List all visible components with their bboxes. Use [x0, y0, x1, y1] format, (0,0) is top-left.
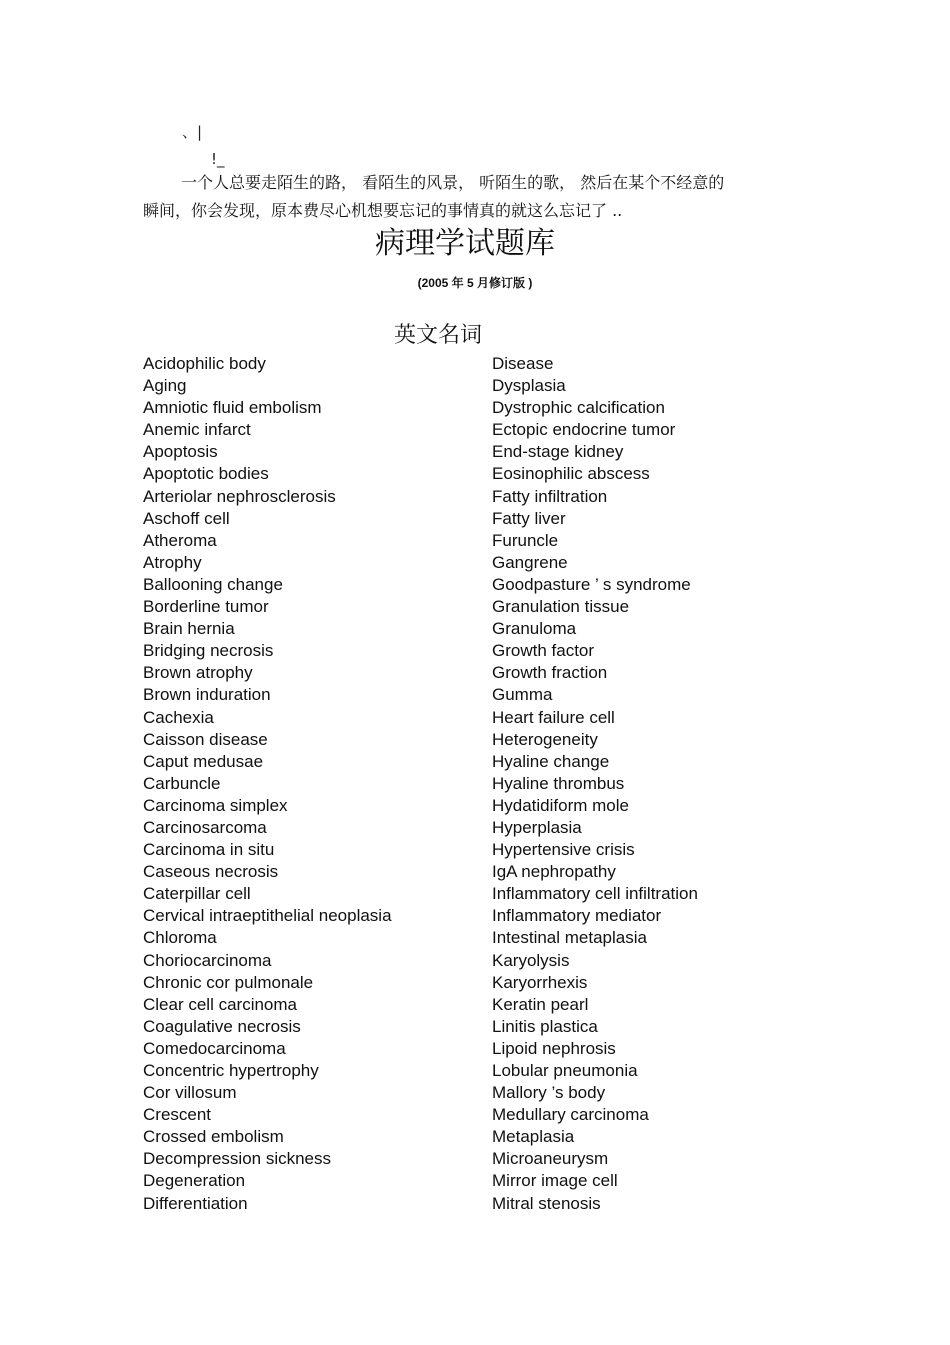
terms-right-column — [492, 353, 698, 1215]
term-item: Karyolysis — [492, 950, 570, 970]
term-item: Heart failure cell — [492, 707, 615, 727]
term-item: Inflammatory cell infiltration — [492, 884, 698, 904]
term-item: Carbuncle — [143, 773, 221, 793]
term-item: Chloroma — [143, 928, 217, 948]
term-item: Coagulative necrosis — [143, 1016, 301, 1036]
term-item: Apoptotic bodies — [143, 464, 269, 484]
term-item: Carcinosarcoma — [143, 817, 267, 837]
term-item: Ectopic endocrine tumor — [492, 420, 676, 440]
term-item: Comedocarcinoma — [143, 1038, 286, 1058]
term-item: Apoptosis — [143, 442, 218, 462]
term-item: Growth fraction — [492, 663, 608, 683]
term-item: Crescent — [143, 1105, 212, 1125]
term-item: Carcinoma in situ — [143, 840, 275, 860]
term-item: Differentiation — [143, 1193, 248, 1213]
term-item: Brain hernia — [143, 619, 235, 639]
term-item: Fatty liver — [492, 508, 566, 528]
term-item: Granuloma — [492, 619, 577, 639]
term-item: Cor villosum — [143, 1083, 237, 1103]
term-item: Mitral stenosis — [492, 1193, 601, 1213]
page-subtitle: (2005 年 5 月修订版 ) — [417, 276, 533, 290]
term-item: Hypertensive crisis — [492, 840, 635, 860]
term-item: Crossed embolism — [143, 1127, 284, 1147]
term-item: Anemic infarct — [143, 420, 251, 440]
term-item: Clear cell carcinoma — [143, 994, 297, 1014]
term-item: Dystrophic calcification — [492, 398, 665, 418]
term-item: Lipoid nephrosis — [492, 1038, 616, 1058]
term-item: Brown atrophy — [143, 663, 253, 683]
term-item: Disease — [492, 354, 554, 373]
term-item: Heterogeneity — [492, 729, 598, 749]
page-title: 病理学试题库 — [375, 226, 555, 261]
term-item: Metaplasia — [492, 1127, 575, 1147]
term-item: Choriocarcinoma — [143, 950, 272, 970]
terms-left-column — [143, 353, 392, 1215]
term-item: Caterpillar cell — [143, 884, 251, 904]
term-item: Eosinophilic abscess — [492, 464, 650, 484]
term-item: Caisson disease — [143, 729, 268, 749]
term-item: Degeneration — [143, 1171, 246, 1191]
term-item: Linitis plastica — [492, 1016, 598, 1036]
intro-quote — [143, 169, 803, 225]
term-item: Brown induration — [143, 685, 271, 705]
term-item: Cachexia — [143, 707, 214, 727]
term-item: Carcinoma simplex — [143, 795, 288, 815]
term-item: Hyaline thrombus — [492, 773, 625, 793]
term-item: Granulation tissue — [492, 597, 630, 617]
term-item: Caseous necrosis — [143, 862, 279, 882]
term-item: Intestinal metaplasia — [492, 928, 647, 948]
term-item: Gangrene — [492, 552, 568, 572]
term-item: End-stage kidney — [492, 442, 624, 462]
section-title: 英文名词 — [393, 323, 482, 348]
term-item: Concentric hypertrophy — [143, 1061, 319, 1080]
term-item: Gumma — [492, 685, 553, 705]
term-item: Hyperplasia — [492, 817, 582, 837]
term-item: Atheroma — [143, 530, 217, 550]
term-item: Inflammatory mediator — [492, 906, 662, 926]
quote-line-2: 瞬间，你会发现，原本费尽心机想要忘记的事情真的就这么忘记了 .. — [143, 201, 623, 220]
term-item: Aschoff cell — [143, 508, 230, 528]
term-item: Mirror image cell — [492, 1171, 618, 1191]
term-item: Amniotic fluid embolism — [143, 398, 322, 418]
quote-line-1: 一个人总要走陌生的路， 看陌生的风景， 听陌生的歌， 然后在某个不经意的 — [181, 173, 725, 192]
term-item: Fatty infiltration — [492, 486, 608, 506]
term-item: Bridging necrosis — [143, 641, 274, 661]
term-item: Hyaline change — [492, 751, 610, 771]
term-item: Karyorrhexis — [492, 972, 588, 992]
term-item: Growth factor — [492, 641, 595, 661]
term-item: Goodpasture ’ s syndrome — [492, 574, 691, 594]
term-item: Atrophy — [143, 552, 202, 572]
second-mark: !_ — [211, 150, 225, 168]
term-item: Aging — [143, 376, 187, 396]
term-item: Borderline tumor — [143, 597, 269, 617]
term-item: Lobular pneumonia — [492, 1061, 638, 1080]
term-item: Cervical intraeptithelial neoplasia — [143, 906, 392, 926]
term-item: Decompression sickness — [143, 1149, 332, 1169]
term-item: Microaneurysm — [492, 1149, 609, 1169]
term-item: Hydatidiform mole — [492, 795, 629, 815]
top-mark: 、| — [182, 123, 203, 141]
term-item: Dysplasia — [492, 376, 566, 396]
term-item: Arteriolar nephrosclerosis — [143, 486, 336, 506]
term-item: Chronic cor pulmonale — [143, 972, 314, 992]
term-item: Mallory ’s body — [492, 1083, 606, 1103]
term-item: Furuncle — [492, 530, 559, 550]
term-item: Keratin pearl — [492, 994, 589, 1014]
term-item: Medullary carcinoma — [492, 1105, 649, 1125]
term-item: Ballooning change — [143, 574, 283, 594]
term-item: IgA nephropathy — [492, 862, 616, 882]
term-item: Acidophilic body — [143, 354, 266, 373]
term-item: Caput medusae — [143, 751, 264, 771]
